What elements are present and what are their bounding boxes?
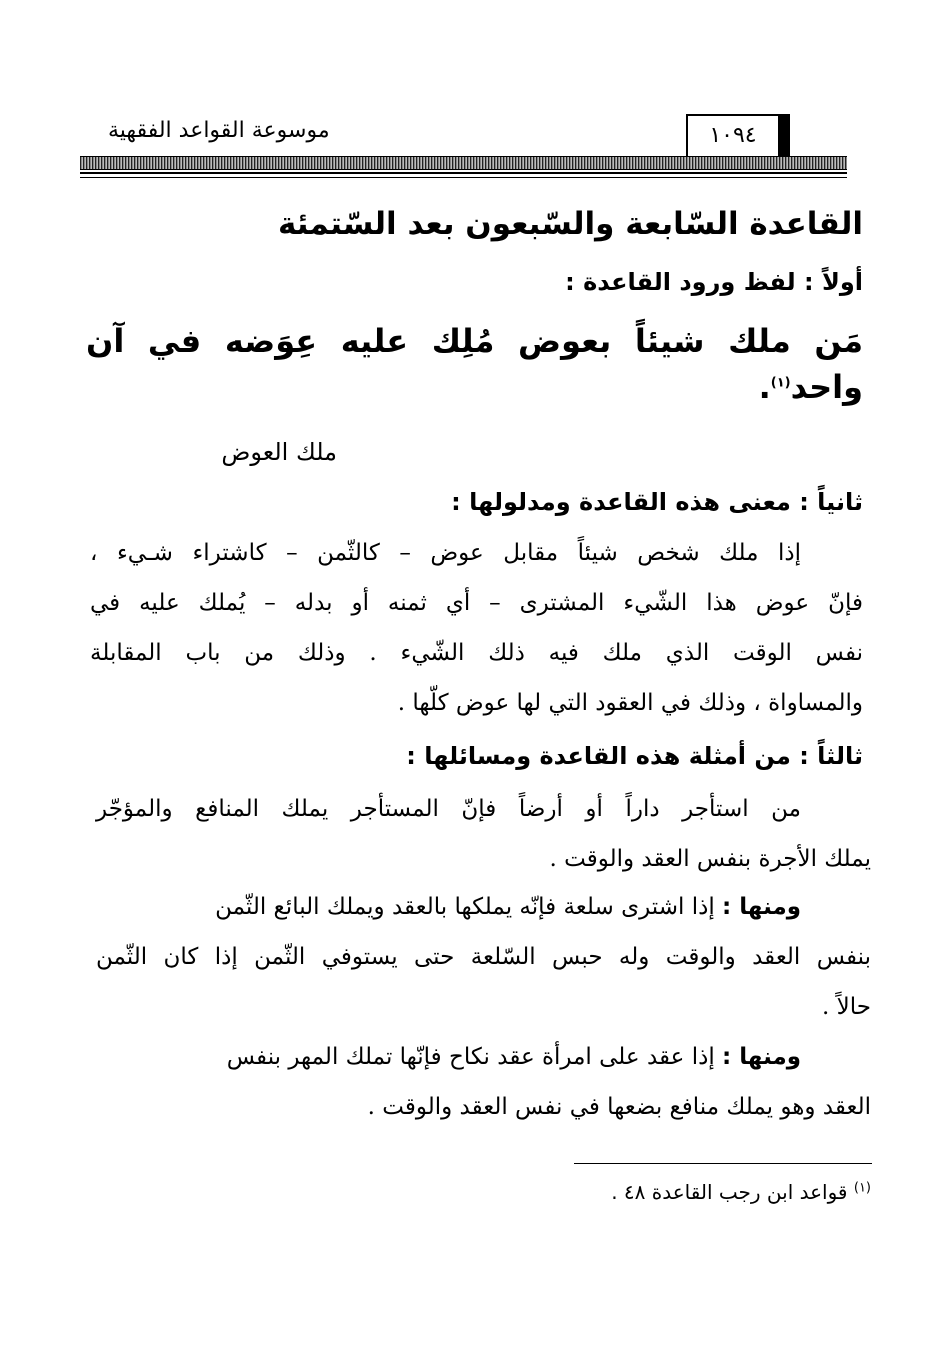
- example2-line1: [96, 894, 801, 920]
- header-bar: [780, 114, 790, 158]
- footnote: [611, 1180, 871, 1204]
- section3-heading: ثالثاً : من أمثلة هذه القاعدة ومسائلها :: [406, 742, 863, 770]
- section1-heading: أولاً : لفظ ورود القاعدة :: [565, 268, 863, 296]
- example2-line: حالاً .: [822, 994, 871, 1020]
- footnote-ref: (١): [770, 375, 791, 391]
- example3-line1: [100, 1044, 801, 1070]
- example2-line: بنفس العقد والوقت وله حبس السّلعة حتى يستوفي الثّمن إذا كان الثّمن: [96, 944, 871, 970]
- rule-title: القاعدة السّابعة والسّبعون بعد السّتمئة: [277, 206, 863, 242]
- header-stripe: [80, 156, 847, 170]
- example1-line: يملك الأجرة بنفس العقد والوقت .: [549, 846, 871, 872]
- rule-text-word: واحد: [790, 368, 863, 406]
- example3-prefix: ومنها :: [722, 1044, 801, 1070]
- header-rule-2: [80, 177, 847, 178]
- page-number: ١٠٩٤: [686, 114, 780, 156]
- footnote-separator: [574, 1163, 872, 1164]
- example2-text: إذا اشترى سلعة فإنّه يملكها بالعقد ويملك البائع الثّمن: [215, 894, 715, 920]
- example1-line: من استأجر داراً أو أرضاً فإنّ المستأجر يملك المنافع والمؤجّر: [96, 796, 801, 822]
- footnote-text: قواعد ابن رجب القاعدة ٤٨ .: [611, 1180, 848, 1204]
- rule-text-end: .: [758, 368, 771, 406]
- handwritten-note: ملك العوض: [221, 438, 337, 466]
- rule-text-line1: مَن ملك شيئاً بعوض مُلِك عليه عِوَضه في آن: [86, 322, 863, 360]
- book-title: موسوعة القواعد الفقهية: [108, 118, 330, 143]
- section2-line: فإنّ عوض هذا الشّيء المشترى – أي ثمنه أو بدله – يُملك عليه في: [90, 590, 863, 616]
- section2-heading: ثانياً : معنى هذه القاعدة ومدلولها :: [451, 488, 863, 516]
- section2-line: والمساواة ، وذلك في العقود التي لها عوض كلّها .: [397, 690, 863, 716]
- example2-prefix: ومنها :: [722, 894, 801, 920]
- section2-line: إذا ملك شخص شيئاً مقابل عوض – كالثّمن – كاشتراء شـيء ،: [90, 540, 801, 566]
- example3-text: إذا عقد على امرأة عقد نكاح فإنّها تملك المهر بنفس: [226, 1044, 715, 1070]
- rule-text-line2: [759, 368, 863, 406]
- example3-line: العقد وهو يملك منافع بضعها في نفس العقد والوقت .: [367, 1094, 871, 1120]
- section2-line: نفس الوقت الذي ملك فيه ذلك الشّيء . وذلك من باب المقابلة: [90, 640, 863, 666]
- header-rule-1: [80, 172, 847, 174]
- footnote-mark: (١): [853, 1180, 871, 1196]
